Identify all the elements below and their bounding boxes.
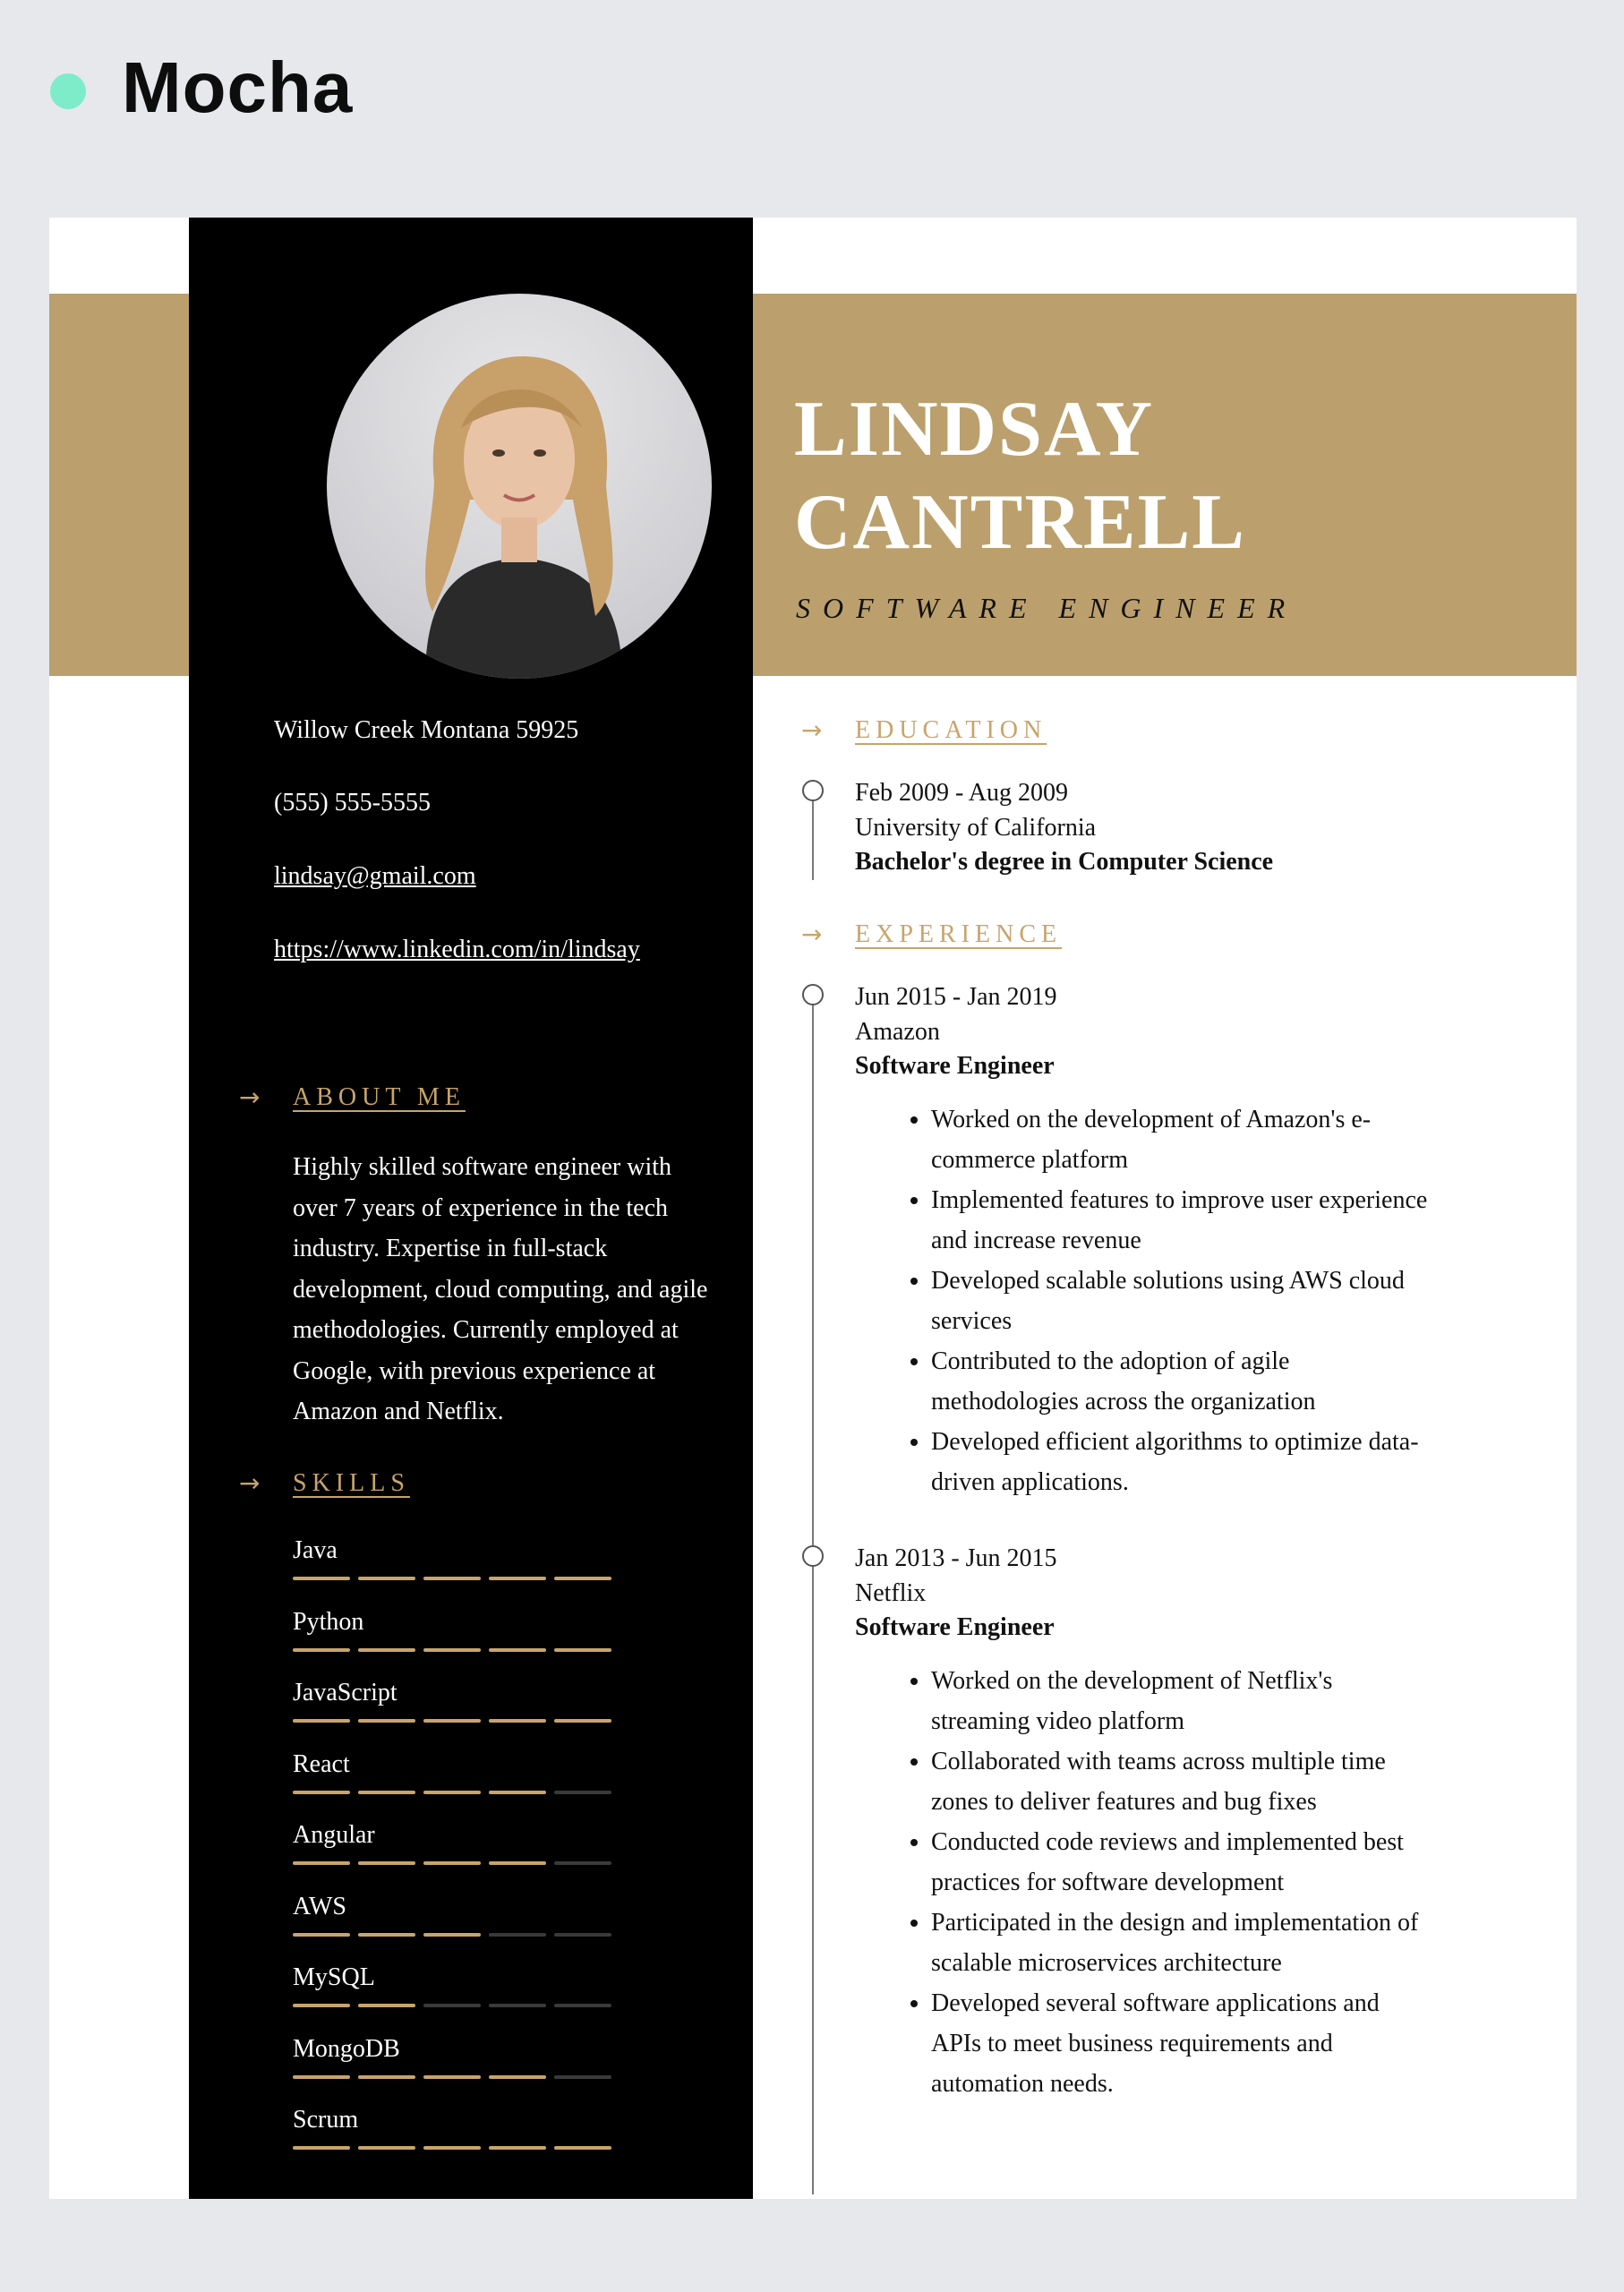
skill-name: JavaScript: [293, 1679, 397, 1706]
education-dates: Feb 2009 - Aug 2009: [855, 779, 1068, 807]
skill-level-segment: [489, 1861, 546, 1865]
skill-level-segment: [489, 1648, 546, 1652]
skill-item: [293, 1820, 615, 1865]
skills-title: SKILLS: [293, 1468, 410, 1497]
contact-phone: (555) 555-5555: [274, 789, 431, 817]
skill-level-segment: [489, 1719, 546, 1723]
skill-level-segment: [554, 1933, 611, 1937]
experience-heading: [801, 919, 1062, 949]
skill-name: MySQL: [293, 1963, 375, 1991]
skill-level-bars: [293, 1791, 615, 1794]
arrow-right-icon: →: [239, 1082, 261, 1112]
skill-level-segment: [358, 1577, 415, 1580]
experience-title: EXPERIENCE: [855, 919, 1063, 948]
skill-name: Python: [293, 1607, 364, 1636]
list-item: • Developed scalable solutions using AWS cloud services: [931, 1261, 1432, 1341]
skill-item: [293, 1535, 615, 1580]
skill-level-segment: [358, 1861, 415, 1865]
skill-level-bars: [293, 1933, 615, 1937]
skill-level-bars: [293, 2004, 615, 2007]
job-entry: [855, 980, 1057, 1084]
skill-level-segment: [293, 1791, 350, 1794]
skill-level-segment: [293, 1719, 350, 1723]
skill-level-bars: [293, 2075, 615, 2079]
skill-level-segment: [554, 2004, 611, 2007]
skill-name: MongoDB: [293, 2034, 400, 2063]
skill-level-segment: [423, 1791, 481, 1794]
skill-level-segment: [554, 2075, 611, 2079]
timeline-dot-icon: [802, 1545, 824, 1567]
skill-level-segment: [293, 2146, 350, 2150]
skill-level-segment: [423, 1719, 481, 1723]
list-item: • Developed efficient algorithms to optimize data-driven applications.: [931, 1422, 1432, 1502]
skill-level-segment: [358, 1791, 415, 1794]
education-title: EDUCATION: [855, 715, 1047, 744]
skill-level-segment: [423, 1648, 481, 1652]
skill-level-segment: [293, 1861, 350, 1865]
list-item: • Worked on the development of Netflix's streaming video platform: [931, 1661, 1432, 1741]
skill-item: [293, 2105, 615, 2150]
job-position: Software Engineer: [855, 1613, 1055, 1641]
list-item: • Developed several software applications and APIs to meet business requirements and automation needs.: [931, 1983, 1432, 2104]
contact-address: Willow Creek Montana 59925: [274, 716, 579, 744]
skill-level-segment: [423, 1933, 481, 1937]
skill-level-segment: [489, 2075, 546, 2079]
skill-level-segment: [489, 1791, 546, 1794]
arrow-right-icon: →: [801, 919, 823, 949]
education-heading: [801, 715, 1047, 745]
skill-level-segment: [423, 2004, 481, 2007]
profile-photo: [327, 294, 712, 679]
education-timeline: [812, 791, 814, 880]
skill-name: Angular: [293, 1821, 375, 1849]
skill-level-segment: [554, 1719, 611, 1723]
arrow-right-icon: →: [801, 715, 823, 745]
skill-level-segment: [293, 1577, 350, 1580]
skill-item: [293, 1607, 615, 1652]
arrow-right-icon: →: [239, 1468, 261, 1498]
skill-level-bars: [293, 1648, 615, 1652]
skill-level-bars: [293, 2146, 615, 2150]
job-dates: Jan 2013 - Jun 2015: [855, 1544, 1057, 1572]
experience-timeline: [812, 995, 814, 2194]
skill-level-segment: [358, 1933, 415, 1937]
skill-level-segment: [554, 1648, 611, 1652]
job-position: Software Engineer: [855, 1052, 1055, 1080]
skill-level-segment: [358, 2004, 415, 2007]
status-dot-icon: [50, 73, 86, 109]
skill-item: [293, 1678, 615, 1723]
education-school: University of California: [855, 813, 1097, 842]
job-entry: [855, 1542, 1057, 1646]
skill-level-segment: [358, 2146, 415, 2150]
skill-name: Scrum: [293, 2106, 359, 2134]
list-item: • Contributed to the adoption of agile methodologies across the organization: [931, 1341, 1432, 1422]
skill-level-segment: [423, 2075, 481, 2079]
skill-level-bars: [293, 1861, 615, 1865]
skill-level-segment: [423, 2146, 481, 2150]
skill-item: [293, 1749, 615, 1794]
skill-level-segment: [293, 1648, 350, 1652]
job-dates: Jun 2015 - Jan 2019: [855, 983, 1057, 1011]
skill-name: AWS: [293, 1892, 346, 1920]
skill-level-segment: [423, 1861, 481, 1865]
skill-level-segment: [293, 2075, 350, 2079]
timeline-dot-icon: [802, 780, 824, 801]
list-item: • Conducted code reviews and implemented best practices for software development: [931, 1822, 1432, 1903]
skill-level-segment: [293, 1933, 350, 1937]
list-item: • Worked on the development of Amazon's e-commerce platform: [931, 1099, 1432, 1180]
skill-level-segment: [423, 1577, 481, 1580]
skill-item: [293, 2034, 615, 2079]
skill-level-segment: [489, 2146, 546, 2150]
skill-level-segment: [293, 2004, 350, 2007]
skill-level-segment: [489, 2004, 546, 2007]
about-text: Highly skilled software engineer with over 7 years of experience in the tech industry. Expertise in full-stack development, cloud computing, and agile methodologies. Currently employed at Google, with previous experience at Amazon and Netflix.: [293, 1153, 708, 1425]
resume-page: [49, 218, 1577, 2199]
list-item: • Collaborated with teams across multiple time zones to deliver features and bug fixes: [931, 1741, 1432, 1822]
last-name: CANTRELL: [794, 479, 1246, 566]
contact-email-link[interactable]: lindsay@gmail.com: [274, 862, 476, 890]
skill-level-bars: [293, 1719, 615, 1723]
education-degree: Bachelor's degree in Computer Science: [855, 848, 1274, 876]
job-title: SOFTWARE ENGINEER: [796, 592, 1298, 624]
skill-level-segment: [554, 2146, 611, 2150]
skill-item: [293, 1963, 615, 2007]
contact-linkedin-link[interactable]: https://www.linkedin.com/in/lindsay: [274, 936, 640, 963]
job-company: Amazon: [855, 1017, 940, 1046]
first-name: LINDSAY: [794, 386, 1155, 473]
skill-level-segment: [554, 1791, 611, 1794]
skill-level-bars: [293, 1577, 615, 1580]
skill-level-segment: [489, 1577, 546, 1580]
skill-item: [293, 1892, 615, 1937]
skill-name: Java: [293, 1536, 338, 1564]
about-heading: [239, 1082, 466, 1112]
education-entry: [855, 776, 1273, 880]
skill-level-segment: [554, 1861, 611, 1865]
portrait-image: [327, 294, 712, 679]
skill-level-segment: [489, 1933, 546, 1937]
skill-level-segment: [358, 1719, 415, 1723]
job-points: [904, 1661, 1432, 2104]
skills-heading: [239, 1468, 410, 1498]
top-bar: [0, 0, 1624, 179]
skill-level-segment: [358, 1648, 415, 1652]
skill-name: React: [293, 1749, 350, 1778]
job-company: Netflix: [855, 1578, 927, 1607]
skill-level-segment: [554, 1577, 611, 1580]
job-points: [904, 1099, 1432, 1502]
template-name: Mocha: [122, 47, 354, 127]
list-item: • Participated in the design and implementation of scalable microservices architecture: [931, 1903, 1432, 1983]
list-item: • Implemented features to improve user experience and increase revenue: [931, 1180, 1432, 1261]
skill-level-segment: [358, 2075, 415, 2079]
timeline-dot-icon: [802, 984, 824, 1005]
candidate-name: [794, 383, 1246, 569]
about-title: ABOUT ME: [293, 1082, 466, 1111]
